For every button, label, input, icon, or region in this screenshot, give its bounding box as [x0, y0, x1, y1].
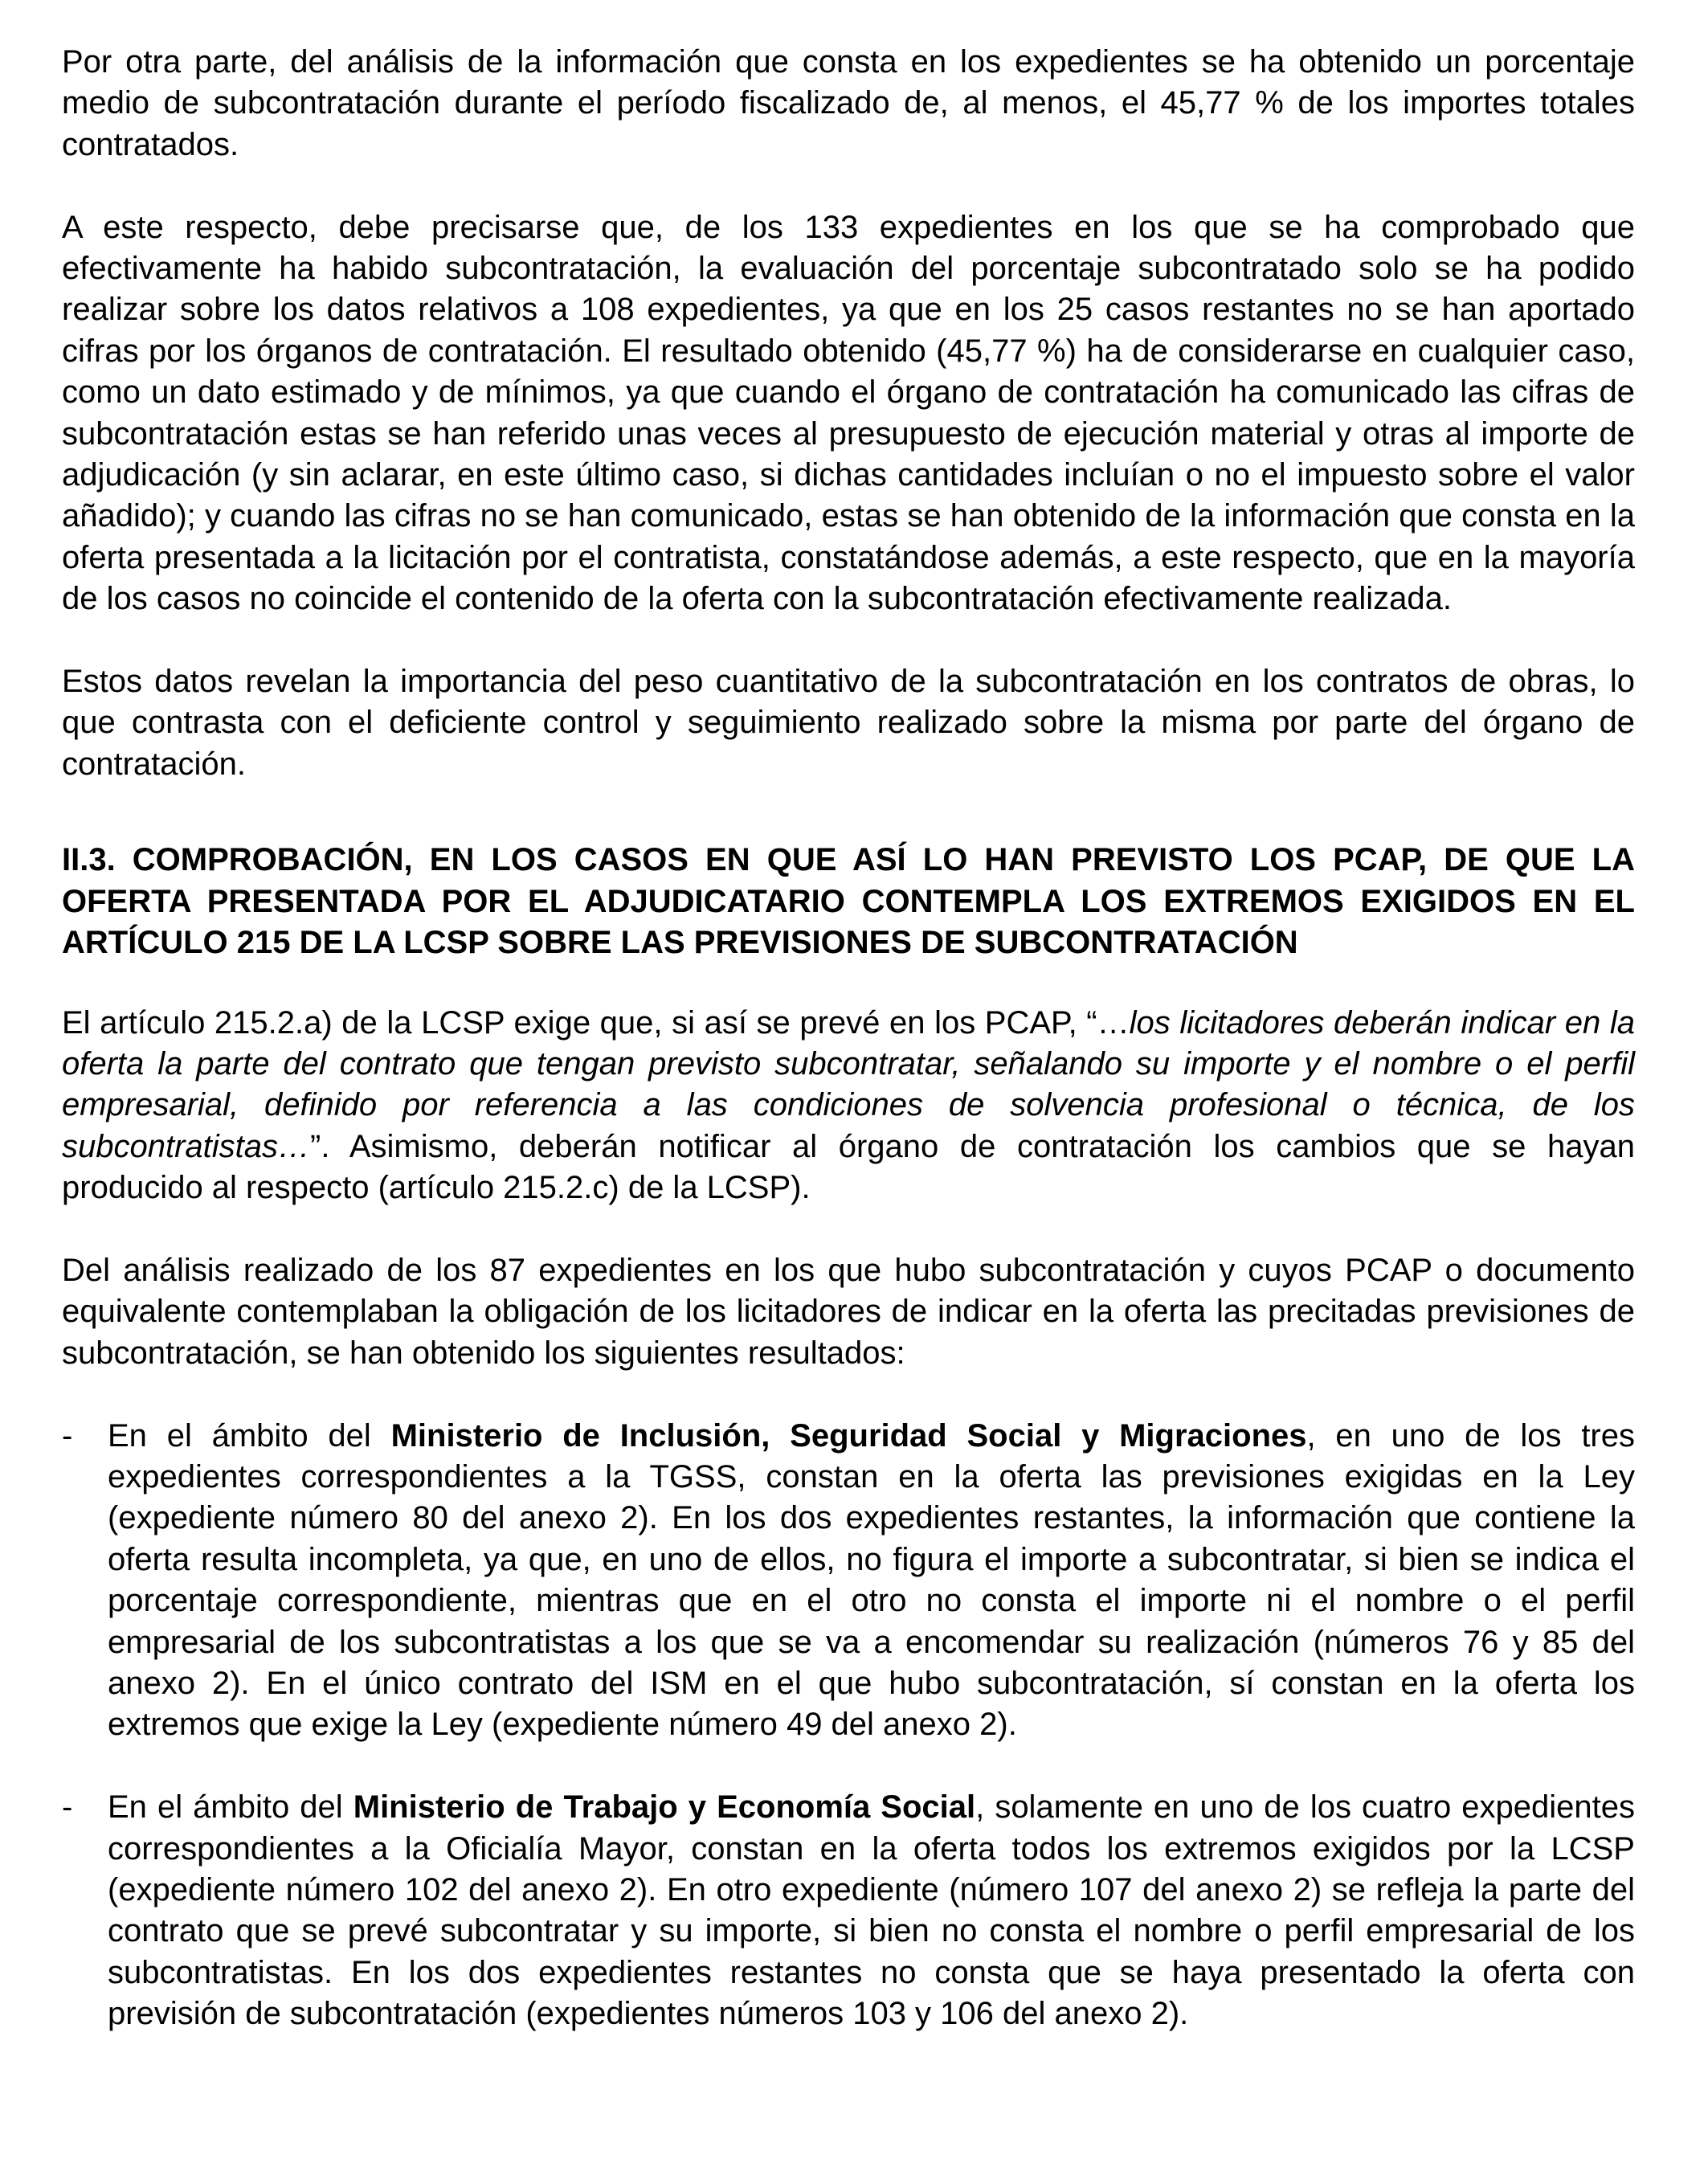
- bullet-dash: -: [62, 1417, 73, 1454]
- bullet-text: En el ámbito del: [108, 1789, 353, 1826]
- paragraph-data-importance: Estos datos revelan la importancia del peso cuantitativo de la subcontratación en los contratos de obras, lo que contrasta con el deficiente control y seguimiento realizado sobre la misma por parte del órgano de contratación.: [62, 664, 1635, 782]
- list-item: [62, 1787, 1635, 2034]
- bullet-dash: -: [62, 1789, 73, 1826]
- ministry-name: Ministerio de Inclusión, Seguridad Social y Migraciones: [390, 1417, 1307, 1454]
- bullet-text: , en uno de los tres expedientes correspondientes a la TGSS, constan en la oferta las previsiones exigidas en la Ley (expediente número 80 del anexo 2). En los dos expedientes restantes, la información que contiene la oferta resulta incompleta, ya que, en uno de ellos, no figura el importe a subcontratar, si bien se indica el porcentaje correspondiente, mientras que en el otro no consta el importe ni el nombre o el perfil empresarial de los subcontratistas a los que se va a encomendar su realización (números 76 y 85 del anexo 2). En el único contrato del ISM en el que hubo subcontratación, sí constan en la oferta los extremos que exige la Ley (expediente número 49 del anexo 2).: [108, 1417, 1636, 1743]
- document-page: [62, 42, 1635, 2076]
- paragraph-evaluation-details: A este respecto, debe precisarse que, de los 133 expedientes en los que se ha comprobado que efectivamente ha habido subcontratación, la evaluación del porcentaje subcontratado solo se ha podido realizar sobre los datos relativos a 108 expedientes, ya que en los 25 casos restantes no se han aportado cifras por los órganos de contratación. El resultado obtenido (45,77 %) ha de considerarse en cualquier caso, como un dato estimado y de mínimos, ya que cuando el órgano de contratación ha comunicado las cifras de subcontratación estas se han referido unas veces al presupuesto de ejecución material y otras al importe de adjudicación (y sin aclarar, en este último caso, si dichas cantidades incluían o no el impuesto sobre el valor añadido); y cuando las cifras no se han comunicado, estas se han obtenido de la información que consta en la oferta presentada a la licitación por el contratista, constatándose además, a este respecto, que en la mayoría de los casos no coincide el contenido de la oferta con la subcontratación efectivamente realizada.: [62, 209, 1635, 617]
- ministry-name: Ministerio de Trabajo y Economía Social: [353, 1789, 976, 1826]
- section-heading: II.3. COMPROBACIÓN, EN LOS CASOS EN QUE ASÍ LO HAN PREVISTO LOS PCAP, DE QUE LA OFERTA PRESENTADA POR EL ADJUDICATARIO CONTEMPLA LOS EXTREMOS EXIGIDOS EN EL ARTÍCULO 215 DE LA LCSP SOBRE LAS PREVISIONES DE SUBCONTRATACIÓN: [62, 842, 1635, 961]
- article-outro: ”. Asimismo, deberán notificar al órgano de contratación los cambios que se hayan producido al respecto (artículo 215.2.c) de la LCSP).: [62, 1128, 1635, 1206]
- article-intro: El artículo 215.2.a) de la LCSP exige que, si así se prevé en los PCAP, “…: [62, 1004, 1130, 1041]
- list-item: [62, 1416, 1635, 1746]
- paragraph-subcontracting-average: Por otra parte, del análisis de la información que consta en los expedientes se ha obtenido un porcentaje medio de subcontratación durante el período fiscalizado de, al menos, el 45,77 % de los importes totales contratados.: [62, 44, 1635, 162]
- bullet-text: En el ámbito del: [108, 1417, 391, 1454]
- paragraph-analysis-results: Del análisis realizado de los 87 expedientes en los que hubo subcontratación y cuyos PCAP o documento equivalente contemplaban la obligación de los licitadores de indicar en la oferta las precitadas previsiones de subcontratación, se han obtenido los siguientes resultados:: [62, 1252, 1635, 1371]
- article-quote: los licitadores deberán indicar en la oferta la parte del contrato que tengan previsto subcontratar, señalando su importe y el nombre o el perfil empresarial, definido por referencia a las condiciones de solvencia profesional o técnica, de los subcontratistas…: [62, 1004, 1636, 1164]
- paragraph-article-215: [62, 1003, 1635, 1209]
- bullet-text: , solamente en uno de los cuatro expedientes correspondientes a la Oficialía Mayor, constan en la oferta todos los extremos exigidos por la LCSP (expediente número 102 del anexo 2). En otro expediente (número 107 del anexo 2) se refleja la parte del contrato que se prevé subcontratar y su importe, si bien no consta el nombre o perfil empresarial de los subcontratistas. En los dos expedientes restantes no consta que se haya presentado la oferta con previsión de subcontratación (expedientes números 103 y 106 del anexo 2).: [108, 1789, 1635, 2032]
